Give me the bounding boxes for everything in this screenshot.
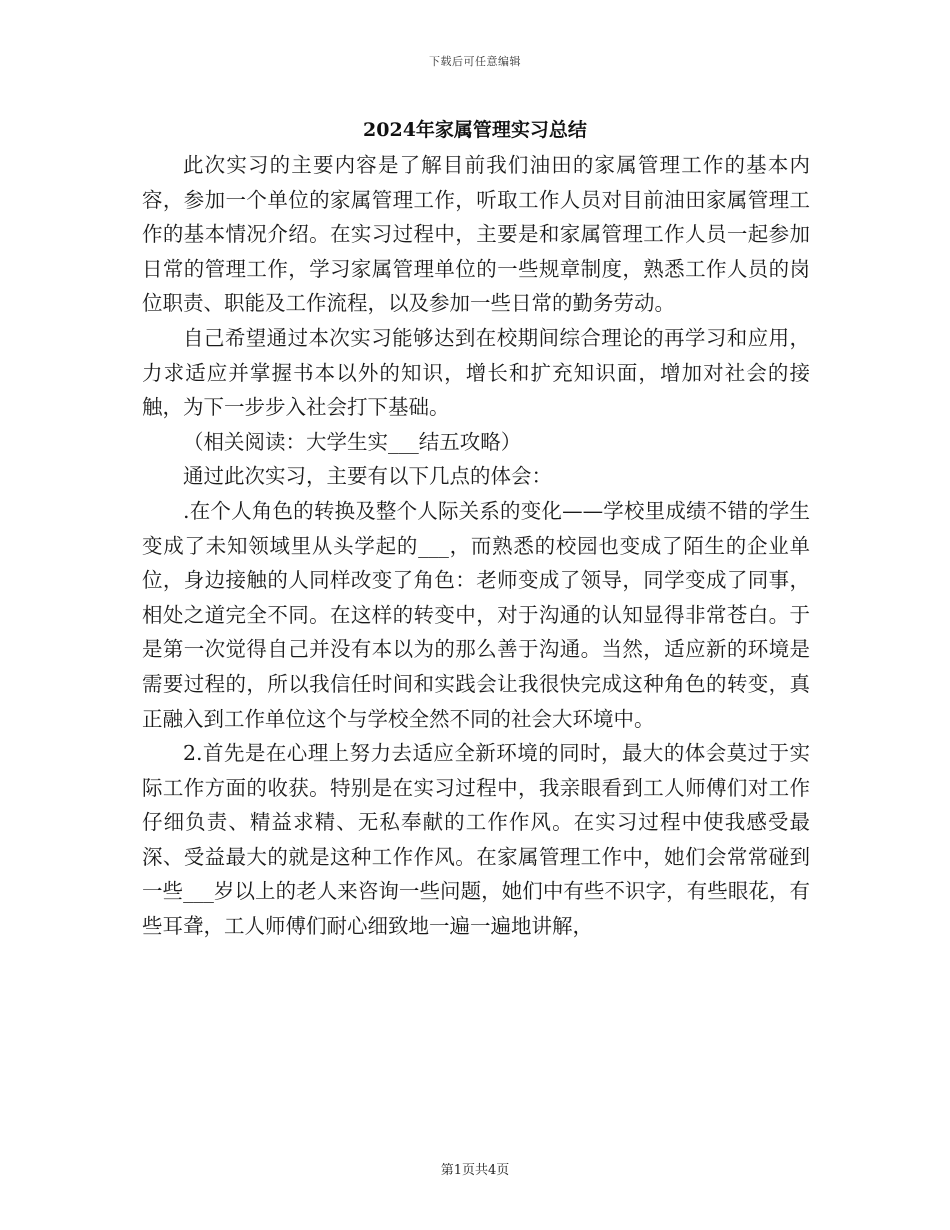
document-body — [142, 148, 810, 944]
paragraph-related-reading: （相关阅读：大学生实___结五攻略） — [183, 429, 522, 454]
paragraph-point-1: .在个人角色的转换及整个人际关系的变化——学校里成绩不错的学生变成了未知领域里从头学起的___，而熟悉的校园也变成了陌生的企业单位，身边接触的人同样改变了角色：老师变成了领导，同学变成了同事，相处之道完全不同。在这样的转变中，对于沟通的认知显得非常苍白。于是第一次觉得自己并没有本以为的那么善于沟通。当然，适应新的环境是需要过程的，所以我信任时间和实践会让我很快完成这种角色的转变，真正融入到工作单位这个与学校全然不同的社会大环境中。 — [142, 498, 810, 731]
header-note: 下载后可任意编辑 — [429, 55, 521, 68]
paragraph-point-2: 2.首先是在心理上努力去适应全新环境的同时，最大的体会莫过于实际工作方面的收获。特别是在实习过程中，我亲眼看到工人师傅们对工作仔细负责、精益求精、无私奉献的工作作风。在实习过程中使我感受最深、受益最大的就是这种工作作风。在家属管理工作中，她们会常常碰到一些___岁以上的老人来咨询一些问题，她们中有些不识字，有些眼花，有些耳聋，工人师傅们耐心细致地一遍一遍地讲解， — [142, 741, 810, 939]
paragraph-experience-lead: 通过此次实习，主要有以下几点的体会： — [183, 464, 552, 489]
paragraph-goal: 自己希望通过本次实习能够达到在校期间综合理论的再学习和应用，力求适应并掌握书本以外的知识，增长和扩充知识面，增加对社会的接触，为下一步步入社会打下基础。 — [142, 325, 810, 420]
paragraph-intro: 此次实习的主要内容是了解目前我们油田的家属管理工作的基本内容，参加一个单位的家属管理工作，听取工作人员对目前油田家属管理工作的基本情况介绍。在实习过程中，主要是和家属管理工作人员一起参加日常的管理工作，学习家属管理单位的一些规章制度，熟悉工作人员的岗位职责、职能及工作流程，以及参加一些日常的勤务劳动。 — [142, 153, 810, 316]
document-title: 2024年家属管理实习总结 — [363, 119, 587, 141]
page-number-footer: 第1页共4页 — [440, 1163, 510, 1178]
